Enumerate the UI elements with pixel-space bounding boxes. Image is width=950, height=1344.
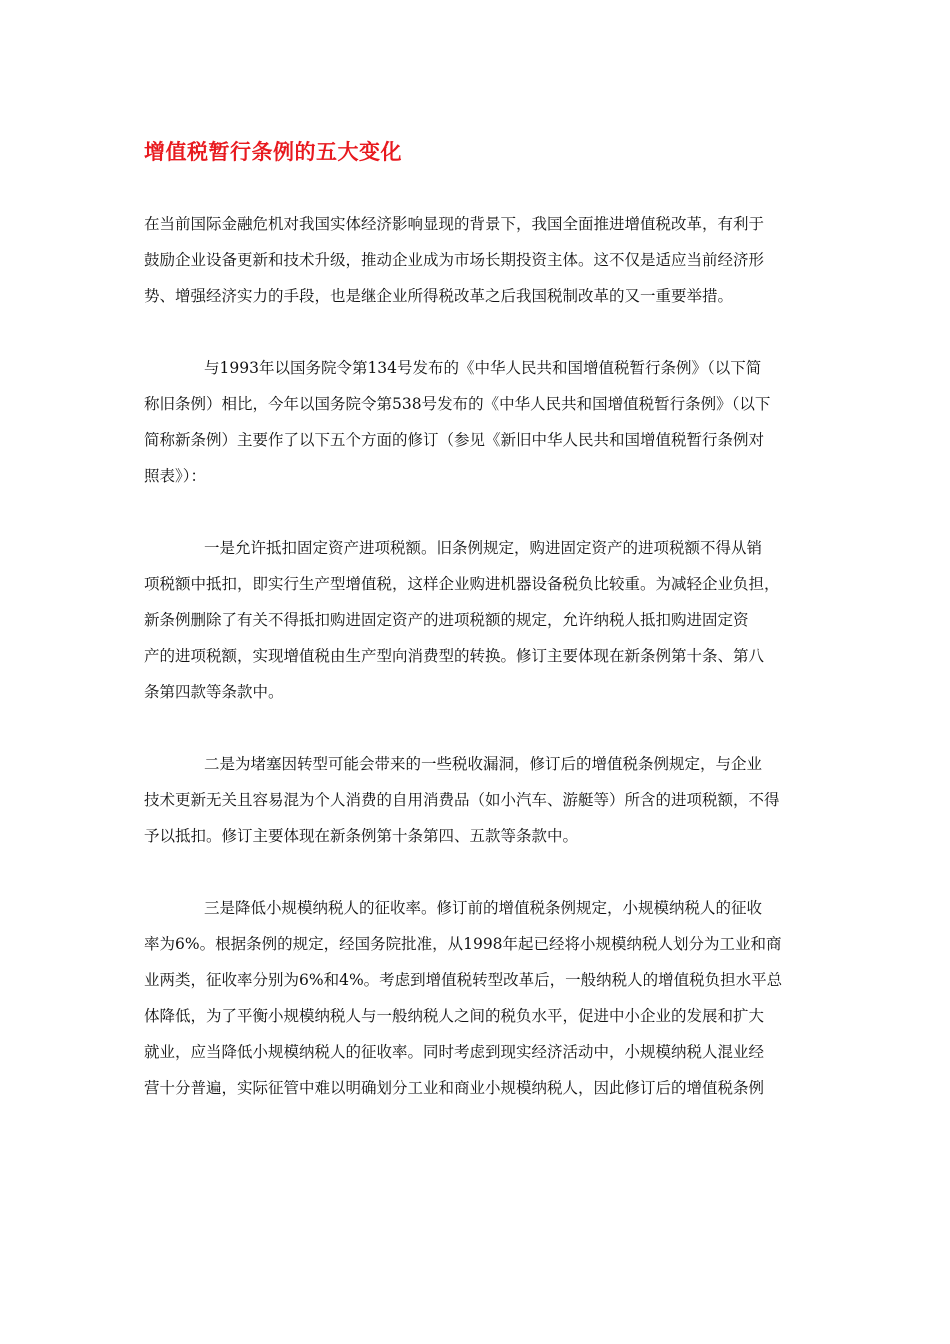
paragraph-line: 就业，应当降低小规模纳税人的征收率。同时考虑到现实经济活动中，小规模纳税人混业经 <box>144 1043 765 1061</box>
paragraph-line: 予以抵扣。修订主要体现在新条例第十条第四、五款等条款中。 <box>144 827 579 845</box>
paragraph-line: 体降低，为了平衡小规模纳税人与一般纳税人之间的税负水平，促进中小企业的发展和扩大 <box>144 1007 765 1025</box>
paragraph-line: 率为6%。根据条例的规定，经国务院批准，从1998年起已经将小规模纳税人划分为工业和商 <box>144 935 782 953</box>
paragraph-line: 势、增强经济实力的手段，也是继企业所得税改革之后我国税制改革的又一重要举措。 <box>144 287 734 305</box>
paragraph-line: 二是为堵塞因转型可能会带来的一些税收漏洞，修订后的增值税条例规定，与企业 <box>204 755 763 773</box>
paragraph-line: 与1993年以国务院令第134号发布的《中华人民共和国增值税暂行条例》（以下简 <box>204 359 762 377</box>
paragraph-line: 技术更新无关且容易混为个人消费的自用消费品（如小汽车、游艇等）所含的进项税额，不得 <box>144 791 780 809</box>
paragraph-line: 一是允许抵扣固定资产进项税额。旧条例规定，购进固定资产的进项税额不得从销 <box>204 539 763 557</box>
paragraph-line: 三是降低小规模纳税人的征收率。修订前的增值税条例规定，小规模纳税人的征收 <box>204 899 763 917</box>
paragraph-line: 产的进项税额，实现增值税由生产型向消费型的转换。修订主要体现在新条例第十条、第八 <box>144 647 765 665</box>
paragraph-line: 条第四款等条款中。 <box>144 683 284 701</box>
paragraph-line: 称旧条例）相比，今年以国务院令第538号发布的《中华人民共和国增值税暂行条例》（以下 <box>144 395 771 413</box>
paragraph-line: 项税额中抵扣，即实行生产型增值税，这样企业购进机器设备税负比较重。为减轻企业负担， <box>144 575 780 593</box>
paragraph-line: 在当前国际金融危机对我国实体经济影响显现的背景下，我国全面推进增值税改革，有利于 <box>144 215 765 233</box>
body-paragraph <box>144 350 808 494</box>
paragraph-line: 业两类，征收率分别为6%和4%。考虑到增值税转型改革后，一般纳税人的增值税负担水平总 <box>144 971 783 989</box>
body-paragraph <box>144 890 808 1106</box>
paragraph-line: 简称新条例）主要作了以下五个方面的修订（参见《新旧中华人民共和国增值税暂行条例对 <box>144 431 765 449</box>
document-body <box>144 206 808 1142</box>
paragraph-line: 新条例删除了有关不得抵扣购进固定资产的进项税额的规定，允许纳税人抵扣购进固定资 <box>144 611 749 629</box>
paragraph-line: 鼓励企业设备更新和技术升级，推动企业成为市场长期投资主体。这不仅是适应当前经济形 <box>144 251 765 269</box>
paragraph-line: 照表》）： <box>144 467 207 485</box>
body-paragraph <box>144 746 808 854</box>
body-paragraph <box>144 206 808 314</box>
body-paragraph <box>144 530 808 710</box>
paragraph-line: 营十分普遍，实际征管中难以明确划分工业和商业小规模纳税人，因此修订后的增值税条例 <box>144 1079 765 1097</box>
document-title: 增值税暂行条例的五大变化 <box>144 139 402 164</box>
